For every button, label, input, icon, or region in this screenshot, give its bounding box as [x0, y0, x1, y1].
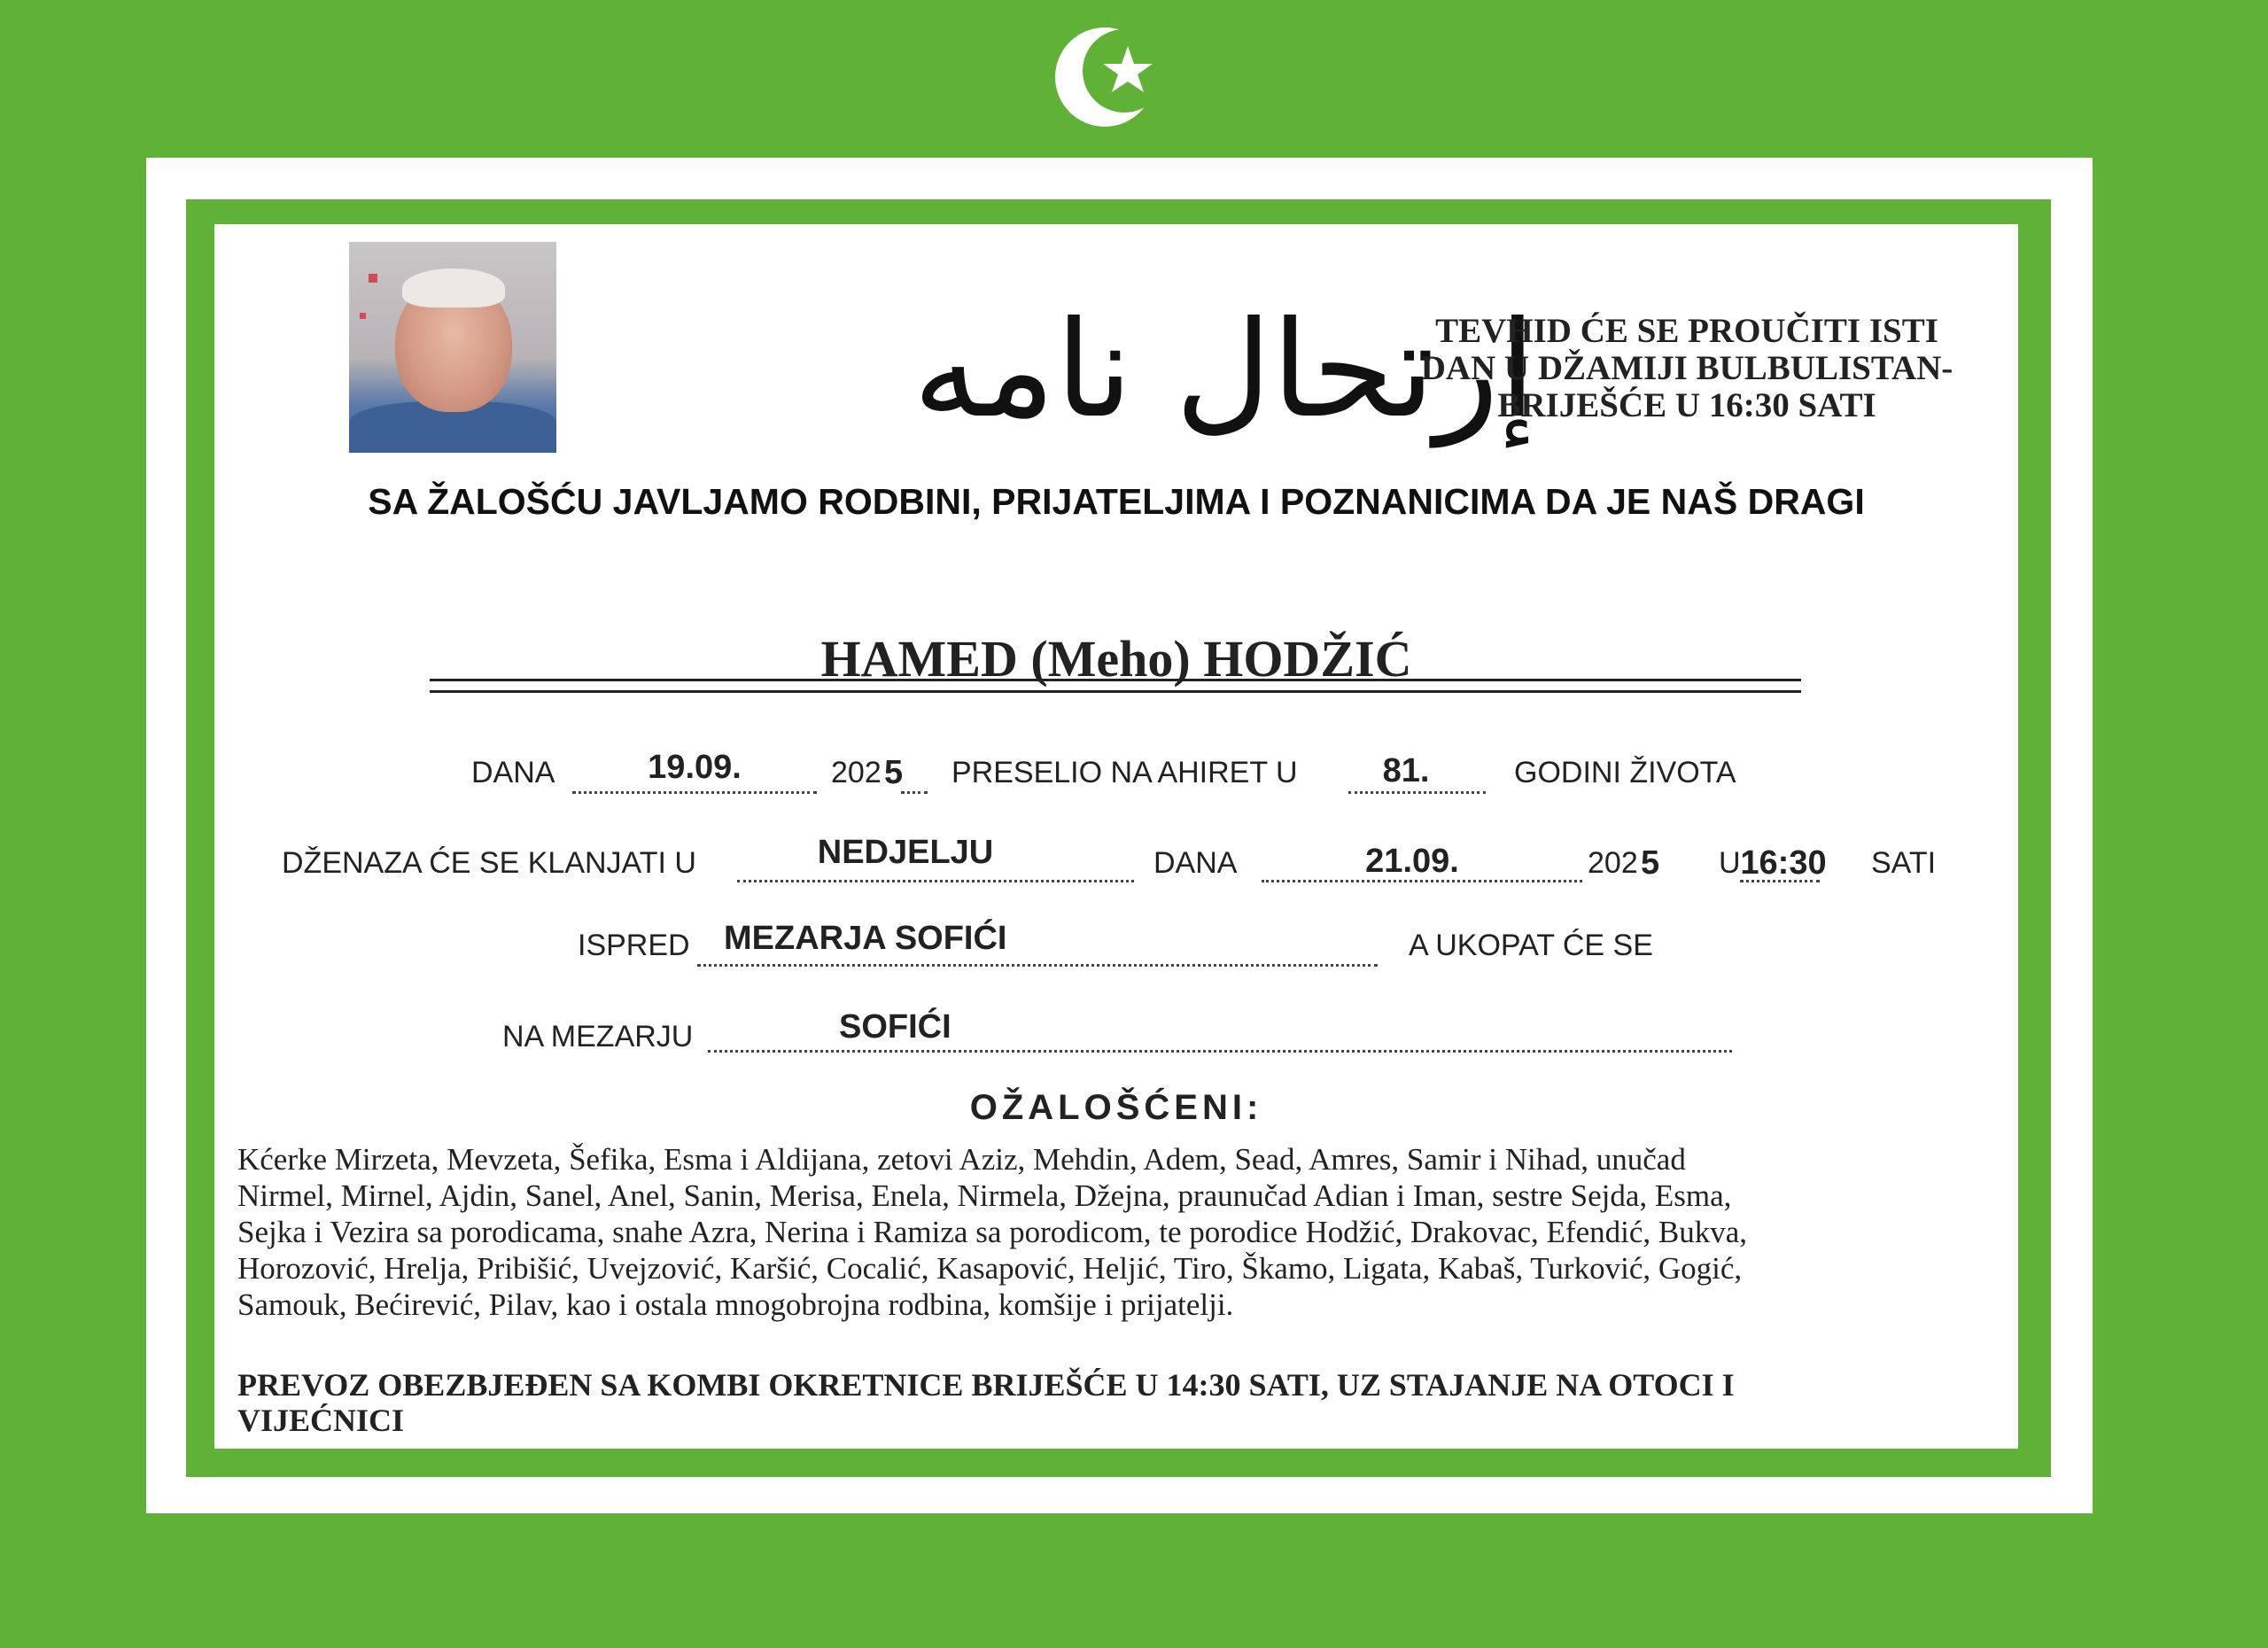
label-mezarju: NA MEZARJU — [502, 1020, 694, 1053]
mourners-heading: OŽALOŠĆENI: — [969, 1088, 1263, 1127]
transport-notice: PREVOZ OBEZBJEĐEN SA KOMBI OKRETNICE BRIJEŠĆE U 14:30 SATI, UZ STAJANJE NA OTOCI I VIJEĆNICI — [237, 1367, 1735, 1438]
tevhid-notice: TEVHID ĆE SE PROUČITI ISTI DAN U DŽAMIJI BULBULISTAN- BRIJEŠĆE U 16:30 SATI — [1420, 312, 1953, 424]
mourners-line: Horozović, Hrelja, Pribišić, Uvejzović, Karšić, Cocalić, Kasapović, Heljić, Tiro, Škamo, Ligata, Kabaš, Turković, Gogić, — [237, 1251, 1743, 1286]
label-ispred: ISPRED — [578, 929, 690, 962]
label-dana: DANA — [471, 756, 555, 789]
mourners-line: Nirmel, Mirnel, Ajdin, Sanel, Anel, Sanin, Merisa, Enela, Nirmela, Džejna, praunučad Adian i Iman, sestre Sejda, Esma, — [237, 1178, 1732, 1213]
name-underline — [430, 679, 1801, 693]
mourners-line: Kćerke Mirzeta, Mevzeta, Šefika, Esma i Aldijana, zetovi Aziz, Mehdin, Adem, Sead, Amres, Samir i Nihad, unučad — [237, 1142, 1686, 1177]
funeral-time: 16:30 — [1740, 844, 1827, 882]
label-dana-2: DANA — [1153, 846, 1238, 880]
mourners-list — [237, 1141, 2000, 1323]
label-preselio: PRESELIO NA AHIRET U — [951, 756, 1298, 789]
deceased-name: HAMED (Meho) HODŽIĆ — [820, 630, 1412, 688]
label-sati: SATI — [1871, 846, 1937, 880]
mourners-line: Sejka i Vezira sa porodicama, snahe Azra, Nerina i Ramiza sa porodicom, te porodice Hodžić, Drakovac, Efendić, Bukva, — [237, 1215, 1748, 1249]
obituary-card — [214, 224, 2018, 1449]
year-digit: 5 — [884, 754, 904, 791]
mourners-line: Samouk, Bećirević, Pilav, kao i ostala mnogobrojna rodbina, komšije i prijatelji. — [237, 1287, 1234, 1322]
announcement-text: SA ŽALOŠĆU JAVLJAMO RODBINI, PRIJATELJIMA I POZNANICIMA DA JE NAŠ DRAGI — [368, 481, 1865, 522]
year-field-line — [901, 756, 928, 794]
funeral-day: NEDJELJU — [817, 834, 994, 871]
date-of-death: 19.09. — [648, 749, 742, 786]
label-u: U — [1719, 846, 1741, 880]
label-dzenaza: DŽENAZA ĆE SE KLANJATI U — [282, 846, 696, 880]
funeral-date: 21.09. — [1365, 843, 1459, 880]
year-prefix: 202 — [831, 756, 882, 789]
deceased-photo — [349, 242, 556, 453]
year-digit-2: 5 — [1641, 844, 1660, 882]
cemetery-name: SOFIĆI — [839, 1008, 951, 1046]
label-godini: GODINI ŽIVOTA — [1514, 756, 1736, 789]
label-ukopat: A UKOPAT ĆE SE — [1409, 929, 1653, 962]
year-prefix-2: 202 — [1588, 846, 1638, 880]
crescent-star-icon — [1050, 19, 1174, 135]
age-at-death: 81. — [1382, 752, 1430, 789]
funeral-place: MEZARJA SOFIĆI — [724, 920, 1007, 957]
arabic-title: إرتحال نامه — [913, 293, 1536, 447]
